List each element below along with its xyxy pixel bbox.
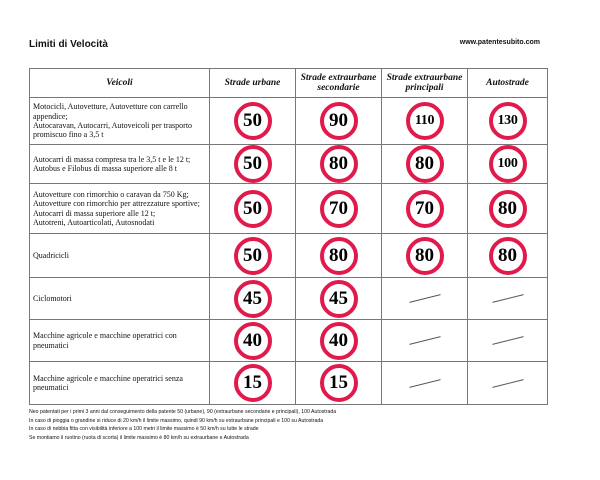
speed-limit-sign-icon: 50 [234, 102, 272, 140]
vehicle-line: Autocarri di massa compresa tra le 3,5 t e le 12 t; [33, 154, 191, 164]
table-row [30, 320, 548, 362]
vehicle-line: Autocaravan, Autocarri, Autoveicoli per trasporto promiscuo fino a 3,5 t [33, 121, 193, 140]
vehicle-line: Autocarri di massa superiore alle 12 t; [33, 208, 156, 218]
speed-limit-sign-icon: 80 [320, 145, 358, 183]
limit-cell-primary [382, 362, 468, 405]
speed-limit-sign-icon: 50 [234, 190, 272, 228]
footnote-line: Se montiamo il ruotino (ruota di scorta) il limite massimo è 80 km/h su extraurbane e Autostrada [29, 434, 249, 441]
speed-limit-sign-icon: 15 [320, 364, 358, 402]
not-applicable-line [492, 336, 523, 345]
speed-limit-sign-icon: 80 [406, 237, 444, 275]
column-header-motorway: Autostrade [468, 69, 548, 98]
footnote-line: Neo patentati per i primi 3 anni dal conseguimento della patente 50 (urbane), 90 (extraurbane secondarie e principali), 100 Autostrada [29, 409, 337, 415]
limit-cell-secondary [296, 184, 382, 234]
limit-cell-primary [382, 184, 468, 234]
limit-cell-secondary [296, 234, 382, 278]
column-header-secondary: Strade extraurbane secondarie [296, 69, 382, 98]
speed-limit-sign-icon: 80 [489, 190, 527, 228]
vehicle-line: Autotreni, Autoarticolati, Autosnodati [33, 217, 155, 227]
limit-cell-motorway [468, 98, 548, 145]
not-applicable-line [409, 294, 440, 303]
speed-limit-sign-icon: 70 [320, 190, 358, 228]
table-header-row [30, 69, 548, 98]
page-title: Limiti di Velocità [29, 39, 108, 50]
limit-cell-primary [382, 278, 468, 320]
vehicle-cell [30, 320, 210, 362]
speed-limit-sign-icon: 45 [234, 280, 272, 318]
limit-cell-urban [210, 320, 296, 362]
limit-cell-motorway [468, 145, 548, 184]
footnote-line: In caso di pioggia o grandine si riduce di 20 km/h il limite massimo, quindi 90 km/h su extraurbane principali e 100 su Autostrada [29, 417, 324, 424]
speed-limit-sign-icon: 130 [489, 102, 527, 140]
speed-limits-table [29, 68, 548, 405]
speed-limit-sign-icon: 15 [234, 364, 272, 402]
vehicle-cell [30, 145, 210, 184]
speed-limit-sign-icon: 80 [406, 145, 444, 183]
speed-limit-sign-icon: 45 [320, 280, 358, 318]
speed-limit-sign-icon: 40 [320, 322, 358, 360]
table-row [30, 98, 548, 145]
footnotes [29, 408, 569, 442]
limit-cell-primary [382, 320, 468, 362]
not-applicable-line [409, 379, 440, 388]
limit-cell-motorway [468, 278, 548, 320]
not-applicable-line [409, 336, 440, 345]
speed-limit-sign-icon: 80 [489, 237, 527, 275]
column-header-primary: Strade extraurbane principali [382, 69, 468, 98]
website-url: www.patentesubito.com [459, 39, 540, 46]
limit-cell-motorway [468, 320, 548, 362]
vehicle-line: Macchine agricole e macchine operatrici con pneumatici [33, 331, 177, 350]
vehicle-line: Autovetture con rimorchio per attrezzature sportive; [33, 199, 200, 209]
limit-cell-urban [210, 145, 296, 184]
vehicle-line: Motocicli, Autovetture, Autovetture con carrello appendice; [33, 102, 188, 121]
limit-cell-urban [210, 278, 296, 320]
limit-cell-primary [382, 98, 468, 145]
table-row [30, 184, 548, 234]
limit-cell-urban [210, 362, 296, 405]
limit-cell-motorway [468, 362, 548, 405]
vehicle-line: Macchine agricole e macchine operatrici senza pneumatici [33, 373, 183, 392]
limit-cell-secondary [296, 320, 382, 362]
limit-cell-urban [210, 184, 296, 234]
vehicle-cell [30, 184, 210, 234]
limit-cell-secondary [296, 362, 382, 405]
limit-cell-primary [382, 145, 468, 184]
table-row [30, 362, 548, 405]
table-row [30, 278, 548, 320]
limit-cell-secondary [296, 278, 382, 320]
speed-limit-sign-icon: 110 [406, 102, 444, 140]
speed-limit-sign-icon: 90 [320, 102, 358, 140]
column-header-urban: Strade urbane [210, 69, 296, 98]
speed-limit-sign-icon: 50 [234, 145, 272, 183]
speed-limit-sign-icon: 100 [489, 145, 527, 183]
vehicle-cell [30, 234, 210, 278]
table-body [30, 98, 548, 405]
column-header-vehicles: Veicoli [30, 69, 210, 98]
limit-cell-motorway [468, 234, 548, 278]
speed-limit-sign-icon: 40 [234, 322, 272, 360]
limit-cell-secondary [296, 98, 382, 145]
table-row [30, 234, 548, 278]
footnote-line: In caso di nebbia fitta con visibilità inferiore a 100 metri il limite massimo è 50 km/h su tutte le strade [29, 426, 259, 433]
vehicle-cell [30, 278, 210, 320]
speed-limit-sign-icon: 70 [406, 190, 444, 228]
not-applicable-line [492, 294, 523, 303]
vehicle-line: Ciclomotori [33, 293, 72, 303]
limit-cell-urban [210, 234, 296, 278]
vehicle-line: Autovetture con rimorchio o caravan da 750 Kg; [33, 189, 189, 199]
limit-cell-secondary [296, 145, 382, 184]
vehicle-line: Autobus e Filobus di massa superiore alle 8 t [33, 164, 177, 173]
limit-cell-primary [382, 234, 468, 278]
vehicle-cell [30, 98, 210, 145]
limit-cell-motorway [468, 184, 548, 234]
speed-limit-sign-icon: 50 [234, 237, 272, 275]
vehicle-line: Quadricicli [33, 250, 69, 260]
limit-cell-urban [210, 98, 296, 145]
vehicle-cell [30, 362, 210, 405]
speed-limit-sign-icon: 80 [320, 237, 358, 275]
not-applicable-line [492, 379, 523, 388]
table-row [30, 145, 548, 184]
